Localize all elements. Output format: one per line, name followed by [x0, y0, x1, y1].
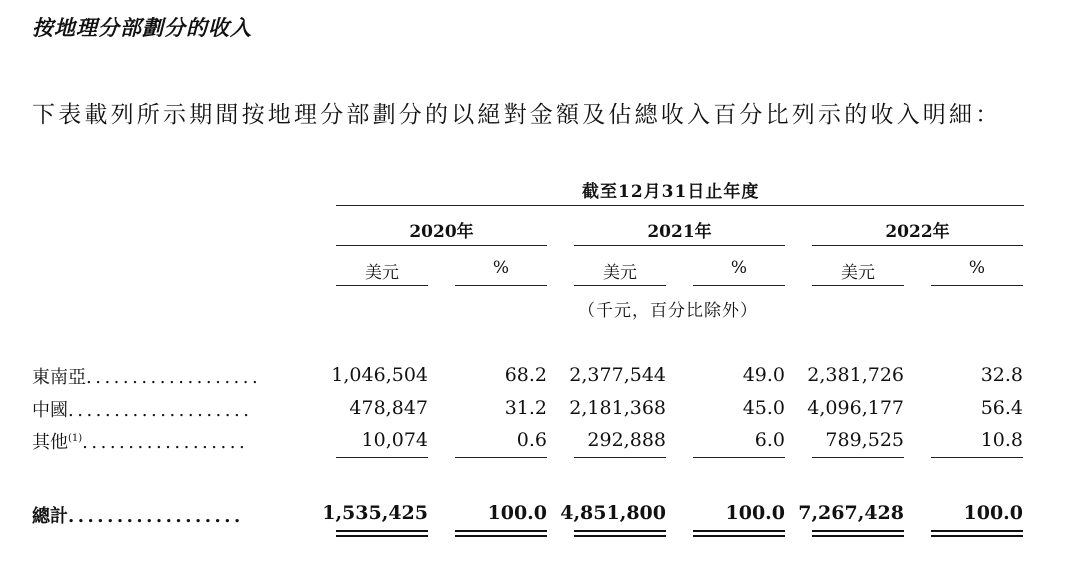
period-header: 截至12月31日止年度: [582, 182, 760, 202]
table-cell: 32.8: [980, 364, 1023, 386]
table-cell: 45.0: [742, 397, 785, 419]
table-cell: 789,525: [825, 429, 904, 451]
section-heading: 按地理分部劃分的收入: [32, 15, 252, 40]
table-cell: 56.4: [980, 397, 1023, 419]
table-cell: 2,381,726: [807, 364, 904, 386]
unit-rule: [693, 285, 785, 286]
year-2022-rule: [812, 245, 1023, 246]
table-cell: 10,074: [361, 429, 428, 451]
year-2020-rule: [336, 245, 547, 246]
unit-pct-2021: %: [730, 258, 748, 278]
subtotal-rule: [693, 457, 785, 458]
row-label-text: 東南亞: [32, 367, 86, 388]
table-cell: 10.8: [980, 429, 1023, 451]
period-rule: [336, 205, 1024, 206]
unit-rule: [812, 285, 904, 286]
row-label-text: 其他: [32, 432, 68, 453]
row-label-china: [32, 396, 252, 422]
year-2022-header: 2022年: [885, 222, 950, 242]
unit-note: （千元，百分比除外）: [578, 301, 758, 321]
year-2021-rule: [574, 245, 785, 246]
total-cell: 4,851,800: [560, 502, 666, 524]
total-double-rule: [455, 530, 547, 537]
unit-usd-2022: 美元: [841, 263, 875, 283]
unit-pct-2022: %: [968, 258, 986, 278]
table-cell: 49.0: [742, 364, 785, 386]
total-cell: 100.0: [487, 502, 547, 524]
year-2020-header: 2020年: [409, 222, 474, 242]
intro-paragraph: 下表載列所示期間按地理分部劃分的以絕對金額及佔總收入百分比列示的收入明細：: [32, 102, 1002, 128]
table-cell: 2,181,368: [569, 397, 666, 419]
subtotal-rule: [812, 457, 904, 458]
subtotal-rule: [336, 457, 428, 458]
total-cell: 7,267,428: [798, 502, 904, 524]
table-cell: 1,046,504: [331, 364, 428, 386]
subtotal-rule: [931, 457, 1023, 458]
total-cell: 100.0: [725, 502, 785, 524]
unit-rule: [574, 285, 666, 286]
leader-dots: ...................: [86, 367, 262, 388]
total-cell: 100.0: [963, 502, 1023, 524]
unit-pct-2020: %: [492, 258, 510, 278]
row-label-text: 總計: [32, 506, 68, 527]
unit-rule: [455, 285, 547, 286]
total-double-rule: [931, 530, 1023, 537]
total-double-rule: [693, 530, 785, 537]
unit-rule: [931, 285, 1023, 286]
row-label-others: [32, 428, 248, 454]
leader-dots: ....................: [68, 400, 253, 421]
total-double-rule: [336, 530, 428, 537]
row-label-text: 中國: [32, 400, 68, 421]
leader-dots: ..................: [68, 506, 244, 527]
row-label-total: [32, 502, 244, 528]
total-double-rule: [574, 530, 666, 537]
unit-usd-2021: 美元: [603, 263, 637, 283]
total-cell: 1,535,425: [322, 502, 428, 524]
table-cell: 478,847: [349, 397, 428, 419]
unit-usd-2020: 美元: [365, 263, 399, 283]
leader-dots: ..................: [82, 432, 249, 453]
row-label-footnote: (1): [68, 433, 83, 444]
total-double-rule: [812, 530, 904, 537]
year-2021-header: 2021年: [647, 222, 712, 242]
table-cell: 292,888: [587, 429, 666, 451]
table-cell: 0.6: [516, 429, 547, 451]
subtotal-rule: [574, 457, 666, 458]
row-label-southeast-asia: [32, 363, 261, 389]
unit-rule: [336, 285, 428, 286]
table-cell: 2,377,544: [569, 364, 666, 386]
table-cell: 6.0: [754, 429, 785, 451]
subtotal-rule: [455, 457, 547, 458]
table-cell: 68.2: [504, 364, 547, 386]
table-cell: 31.2: [504, 397, 547, 419]
table-cell: 4,096,177: [807, 397, 904, 419]
